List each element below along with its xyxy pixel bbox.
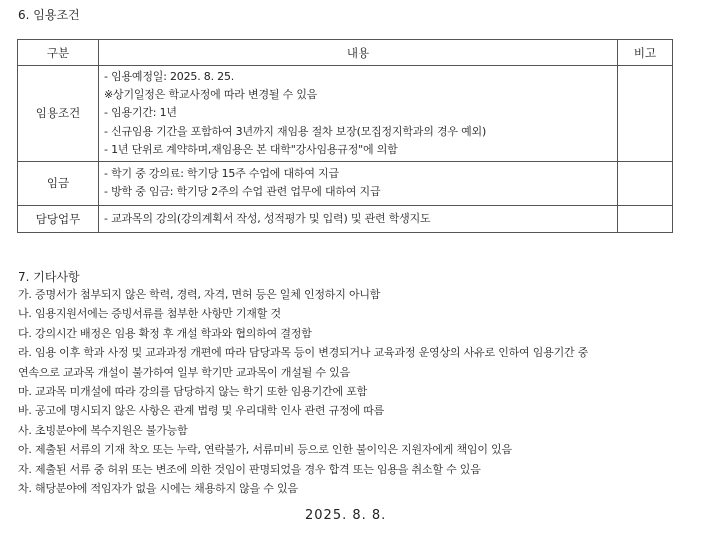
- row-content: [99, 205, 618, 232]
- content-line: ※상기일정은 학교사정에 따라 변경될 수 있음: [104, 88, 318, 102]
- content-line: - 교과목의 강의(강의계획서 작성, 성적평가 및 입력) 및 관련 학생지도: [104, 211, 431, 225]
- header-content: 내용: [99, 40, 618, 66]
- employment-conditions-table: [17, 39, 673, 233]
- row-label: 담당업무: [18, 205, 99, 232]
- table-row-duties: [18, 205, 673, 232]
- list-item: 라. 임용 이후 학과 사정 및 교과과정 개편에 따라 담당과목 등이 변경되거나 교육과정 운영상의 사유로 인하여 임용기간 중: [18, 346, 589, 360]
- list-item: 나. 임용지원서에는 증빙서류를 첨부한 사항만 기재할 것: [18, 307, 281, 321]
- content-line: - 신규임용 기간을 포함하여 3년까지 재임용 절차 보장(모집정지학과의 경우 예외): [104, 124, 487, 138]
- row-remarks: [618, 66, 673, 162]
- list-item: 다. 강의시간 배정은 임용 확정 후 개설 학과와 협의하여 결정함: [18, 326, 312, 340]
- row-label: 임용조건: [18, 66, 99, 162]
- list-item: 마. 교과목 미개설에 따라 강의를 담당하지 않는 학기 또한 임용기간에 포함: [18, 384, 368, 398]
- row-content: [99, 66, 618, 162]
- list-item: 바. 공고에 명시되지 않은 사항은 관계 법령 및 우리대학 인사 관련 규정에 따름: [18, 404, 385, 418]
- list-item: 사. 초빙분야에 복수지원은 불가능함: [18, 423, 188, 437]
- list-item: 차. 해당분야에 적임자가 없을 시에는 채용하지 않을 수 있음: [18, 481, 298, 495]
- table-row-wage: [18, 161, 673, 205]
- header-category: 구분: [18, 40, 99, 66]
- row-remarks: [618, 161, 673, 205]
- row-content: [99, 161, 618, 205]
- content-line: - 1년 단위로 계약하며,재임용은 본 대학"강사임용규정"에 의함: [104, 142, 398, 156]
- row-label: 임금: [18, 161, 99, 205]
- row-remarks: [618, 205, 673, 232]
- other-notes-list: [18, 285, 698, 498]
- list-item: 아. 제출된 서류의 기재 착오 또는 누락, 연락불가, 서류미비 등으로 인한 불이익은 지원자에게 책임이 있음: [18, 443, 512, 457]
- content-line: - 방학 중 임금: 학기당 2주의 수업 관련 업무에 대하여 지급: [104, 185, 381, 199]
- list-item: 가. 증명서가 첨부되지 않은 학력, 경력, 자격, 면허 등은 일체 인정하지 아니함: [18, 288, 381, 301]
- announcement-date: 2025. 8. 8.: [305, 508, 387, 523]
- section-7-title: 7. 기타사항: [18, 270, 80, 284]
- list-item: 자. 제출된 서류 중 허위 또는 변조에 의한 것임이 판명되었을 경우 합격 또는 임용을 취소할 수 있음: [18, 462, 481, 476]
- table-header-row: [18, 40, 673, 66]
- section-6-title: 6. 임용조건: [18, 8, 80, 22]
- list-item: 연속으로 교과목 개설이 불가하여 일부 학기만 교과목이 개설될 수 있음: [18, 365, 351, 379]
- content-line: - 임용예정일: 2025. 8. 25.: [104, 70, 235, 83]
- table-row-appointment: [18, 66, 673, 162]
- header-remarks: 비고: [618, 40, 673, 66]
- content-line: - 학기 중 강의료: 학기당 15주 수업에 대하여 지급: [104, 167, 339, 181]
- content-line: - 임용기간: 1년: [104, 106, 177, 120]
